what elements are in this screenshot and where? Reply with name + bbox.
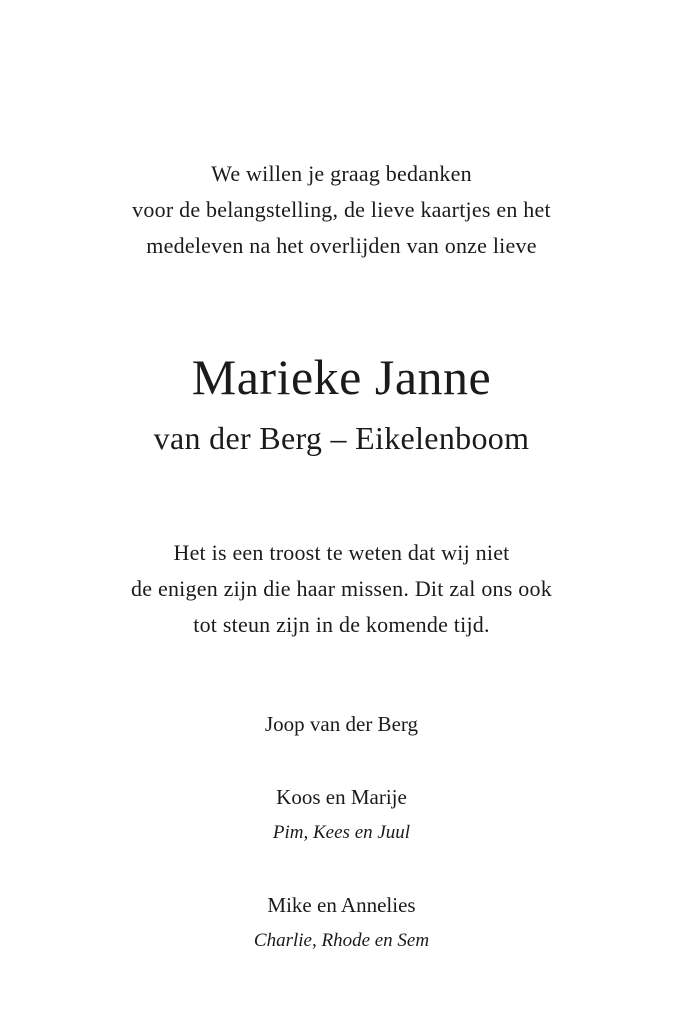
signatories (0, 707, 683, 958)
thank-you-line-1: We willen je graag bedanken (211, 161, 472, 186)
thank-you-paragraph (0, 156, 683, 264)
signatory-children: Pim, Kees en Juul (272, 822, 411, 843)
signatory-name: Joop van der Berg (265, 712, 418, 736)
signatory-name: Koos en Marije (276, 785, 407, 809)
consolation-line-1: Het is een troost te weten dat wij niet (173, 540, 510, 565)
deceased-first-names: Marieke Janne (191, 349, 492, 405)
signatory-group-3 (0, 888, 683, 958)
signatory-group-2 (0, 780, 683, 850)
signatory-children: Charlie, Rhode en Sem (253, 930, 430, 951)
signatory-name: Mike en Annelies (267, 893, 416, 917)
consolation-line-2: de enigen zijn die haar missen. Dit zal ons ook (131, 576, 552, 601)
consolation-paragraph (0, 535, 683, 643)
consolation-line-3: tot steun zijn in de komende tijd. (193, 612, 490, 637)
deceased-surname: van der Berg – Eikelenboom (153, 420, 530, 456)
thank-you-line-2: voor de belangstelling, de lieve kaartjes en het (132, 197, 551, 222)
thank-you-line-3: medeleven na het overlijden van onze lieve (146, 233, 537, 258)
signatory-group-1 (0, 707, 683, 742)
